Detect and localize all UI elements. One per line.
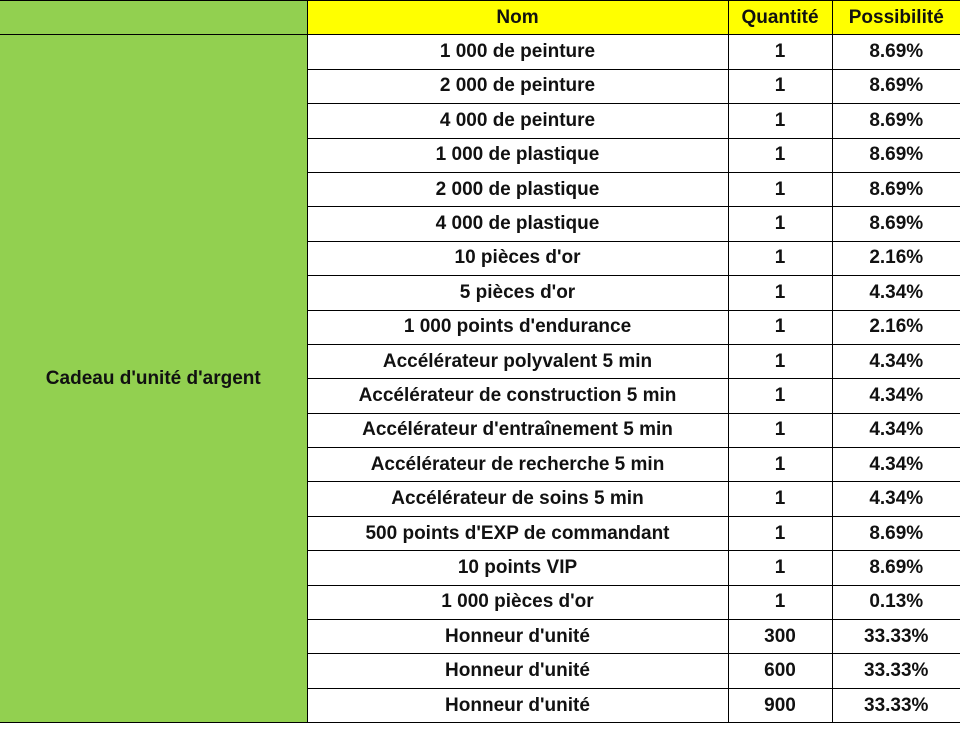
item-possibility-cell: 8.69% bbox=[832, 172, 960, 206]
item-quantity-cell: 600 bbox=[728, 654, 832, 688]
item-possibility-cell: 4.34% bbox=[832, 276, 960, 310]
item-quantity-cell: 1 bbox=[728, 344, 832, 378]
item-possibility-cell: 4.34% bbox=[832, 413, 960, 447]
item-quantity-cell: 300 bbox=[728, 620, 832, 654]
item-quantity-cell: 900 bbox=[728, 688, 832, 722]
header-row bbox=[0, 1, 960, 35]
item-possibility-cell: 8.69% bbox=[832, 516, 960, 550]
item-possibility-cell: 8.69% bbox=[832, 551, 960, 585]
item-name-cell: 4 000 de plastique bbox=[307, 207, 728, 241]
header-quantity: Quantité bbox=[728, 1, 832, 35]
item-name-cell: 2 000 de plastique bbox=[307, 172, 728, 206]
item-possibility-cell: 33.33% bbox=[832, 688, 960, 722]
item-name-cell: 1 000 de peinture bbox=[307, 35, 728, 69]
item-quantity-cell: 1 bbox=[728, 104, 832, 138]
item-possibility-cell: 8.69% bbox=[832, 104, 960, 138]
item-quantity-cell: 1 bbox=[728, 310, 832, 344]
item-possibility-cell: 8.69% bbox=[832, 69, 960, 103]
item-quantity-cell: 1 bbox=[728, 138, 832, 172]
item-possibility-cell: 8.69% bbox=[832, 138, 960, 172]
item-quantity-cell: 1 bbox=[728, 379, 832, 413]
item-name-cell: 1 000 de plastique bbox=[307, 138, 728, 172]
item-possibility-cell: 2.16% bbox=[832, 241, 960, 275]
item-possibility-cell: 0.13% bbox=[832, 585, 960, 619]
item-quantity-cell: 1 bbox=[728, 172, 832, 206]
item-name-cell: Honneur d'unité bbox=[307, 620, 728, 654]
item-quantity-cell: 1 bbox=[728, 448, 832, 482]
item-name-cell: 10 points VIP bbox=[307, 551, 728, 585]
item-name-cell: Honneur d'unité bbox=[307, 654, 728, 688]
item-quantity-cell: 1 bbox=[728, 482, 832, 516]
item-name-cell: Accélérateur polyvalent 5 min bbox=[307, 344, 728, 378]
item-name-cell: 5 pièces d'or bbox=[307, 276, 728, 310]
item-name-cell: Accélérateur de soins 5 min bbox=[307, 482, 728, 516]
item-quantity-cell: 1 bbox=[728, 516, 832, 550]
item-possibility-cell: 2.16% bbox=[832, 310, 960, 344]
item-name-cell: Honneur d'unité bbox=[307, 688, 728, 722]
item-name-cell: Accélérateur de construction 5 min bbox=[307, 379, 728, 413]
item-quantity-cell: 1 bbox=[728, 413, 832, 447]
header-name: Nom bbox=[307, 1, 728, 35]
item-quantity-cell: 1 bbox=[728, 207, 832, 241]
item-quantity-cell: 1 bbox=[728, 585, 832, 619]
item-quantity-cell: 1 bbox=[728, 69, 832, 103]
table-row bbox=[0, 35, 960, 69]
item-possibility-cell: 4.34% bbox=[832, 379, 960, 413]
item-possibility-cell: 33.33% bbox=[832, 620, 960, 654]
item-possibility-cell: 4.34% bbox=[832, 344, 960, 378]
item-quantity-cell: 1 bbox=[728, 276, 832, 310]
item-possibility-cell: 8.69% bbox=[832, 35, 960, 69]
item-name-cell: Accélérateur d'entraînement 5 min bbox=[307, 413, 728, 447]
category-cell: Cadeau d'unité d'argent bbox=[0, 35, 307, 723]
item-name-cell: 10 pièces d'or bbox=[307, 241, 728, 275]
item-name-cell: Accélérateur de recherche 5 min bbox=[307, 448, 728, 482]
item-possibility-cell: 33.33% bbox=[832, 654, 960, 688]
item-name-cell: 4 000 de peinture bbox=[307, 104, 728, 138]
item-name-cell: 2 000 de peinture bbox=[307, 69, 728, 103]
item-quantity-cell: 1 bbox=[728, 241, 832, 275]
item-possibility-cell: 4.34% bbox=[832, 482, 960, 516]
item-possibility-cell: 8.69% bbox=[832, 207, 960, 241]
item-quantity-cell: 1 bbox=[728, 35, 832, 69]
header-possibility: Possibilité bbox=[832, 1, 960, 35]
header-corner-cell bbox=[0, 1, 307, 35]
item-possibility-cell: 4.34% bbox=[832, 448, 960, 482]
table-body bbox=[0, 35, 960, 723]
item-name-cell: 1 000 pièces d'or bbox=[307, 585, 728, 619]
item-name-cell: 500 points d'EXP de commandant bbox=[307, 516, 728, 550]
item-name-cell: 1 000 points d'endurance bbox=[307, 310, 728, 344]
item-quantity-cell: 1 bbox=[728, 551, 832, 585]
